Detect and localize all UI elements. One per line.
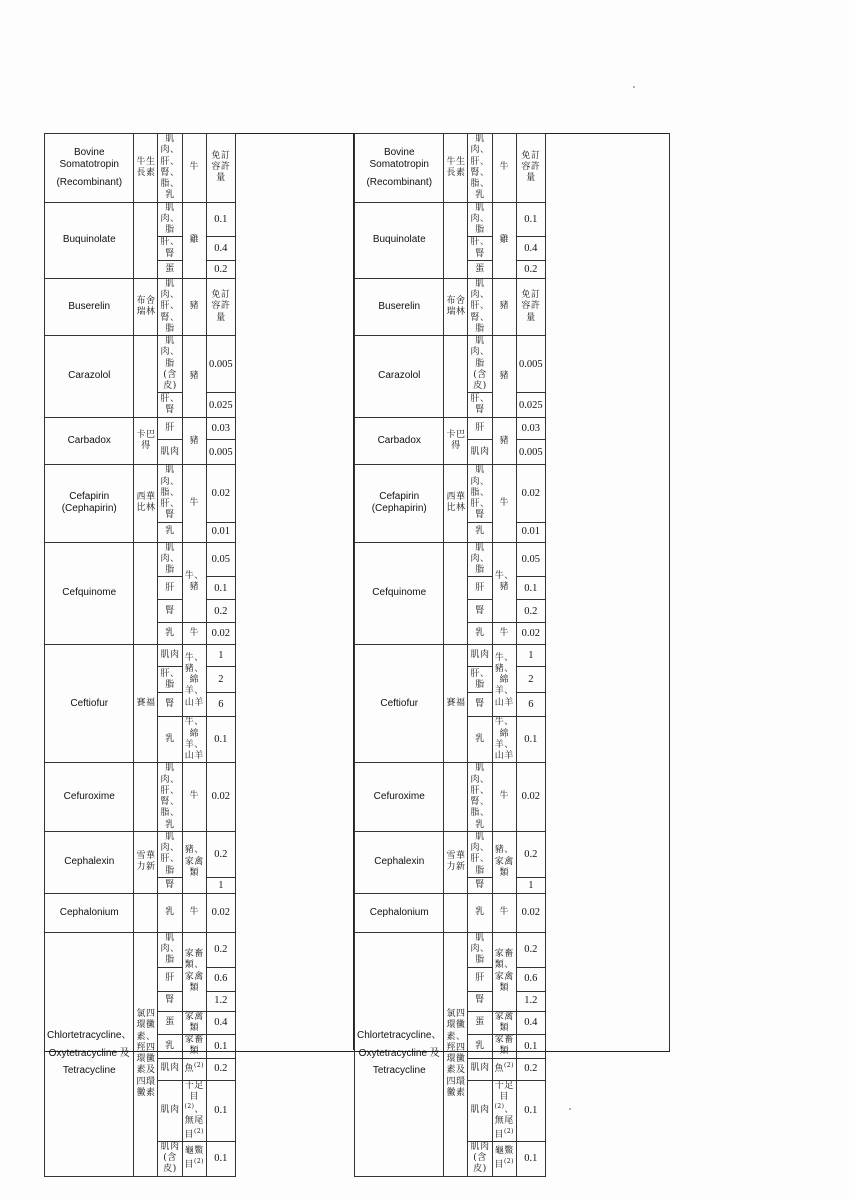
- tissue-cell: 肝、脂: [158, 667, 182, 693]
- drug-name-line: Chlortetracycline、: [357, 1030, 442, 1042]
- species-cell: 牛、綿羊、山羊: [492, 717, 517, 763]
- tissue-cell: 肌肉: [158, 440, 182, 465]
- limit-value-cell: 0.2: [517, 1058, 546, 1080]
- tissue-cell: 腎: [468, 600, 492, 623]
- tissue-cell: 肌肉(含皮): [468, 1141, 492, 1176]
- drug-name-line: (Recombinant): [366, 176, 433, 188]
- limit-value-cell: 0.1: [207, 1141, 236, 1176]
- tissue-cell: 肌肉: [468, 1058, 492, 1080]
- drug-name-line: Tetracycline: [62, 1065, 116, 1077]
- limit-value-cell: 0.1: [517, 202, 546, 237]
- limit-value-cell: 0.2: [517, 260, 546, 278]
- table-row: [45, 202, 236, 237]
- limit-value-cell: 0.005: [207, 440, 236, 465]
- chinese-name-cell: [134, 336, 158, 418]
- chinese-name-cell: 賽福: [134, 645, 158, 763]
- drug-name-cell: [45, 278, 134, 335]
- table-row: [45, 763, 236, 832]
- drug-name-cell: [355, 831, 444, 893]
- table-row: [355, 763, 546, 832]
- drug-name-line: Chlortetracycline、: [47, 1030, 132, 1042]
- limit-value-cell: 0.1: [517, 1080, 546, 1141]
- limit-value-cell: 2: [207, 667, 236, 693]
- limit-value-cell: 0.2: [207, 831, 236, 877]
- tissue-cell: 蛋: [468, 1011, 492, 1035]
- right-margin-column-line: [669, 133, 670, 1050]
- species-cell: 牛: [492, 465, 517, 542]
- species-cell: 豬: [492, 336, 517, 418]
- table-row: [45, 278, 236, 335]
- scan-speck: [569, 1108, 571, 1110]
- limit-value-cell: 1: [207, 877, 236, 893]
- drug-name-line: Bovine Somatotropin: [59, 146, 119, 170]
- limit-value-cell: 1: [207, 645, 236, 667]
- tissue-cell: 肌肉: [468, 1080, 492, 1141]
- limit-value-cell: 0.005: [517, 336, 546, 393]
- species-cell: 魚$^{(2)}$: [182, 1058, 207, 1080]
- drug-name-line: Cephalexin: [374, 856, 425, 867]
- table-row: [355, 645, 546, 667]
- drug-name-line: Cefapirin (Cephapirin): [371, 490, 427, 515]
- tissue-cell: 蛋: [158, 260, 182, 278]
- chinese-name-cell: [134, 542, 158, 645]
- species-cell: 豬: [182, 418, 207, 465]
- species-cell: 牛: [492, 763, 517, 832]
- drug-name-line: Carbadox: [377, 435, 421, 446]
- table-row: [45, 134, 236, 203]
- drug-name-cell: [45, 418, 134, 465]
- drug-name-cell: [45, 202, 134, 278]
- species-cell: 牛: [492, 893, 517, 932]
- tissue-cell: 肌肉、脂: [158, 542, 182, 577]
- scan-speck: [633, 86, 635, 88]
- species-cell: 牛、豬、綿羊、山羊: [182, 645, 207, 717]
- species-cell: 牛: [182, 623, 207, 645]
- chinese-name-cell: 氯四環黴素、羥四環黴素及四環黴素: [444, 932, 468, 1176]
- limit-value-cell: 0.03: [517, 418, 546, 440]
- limit-value-cell: 0.4: [517, 237, 546, 261]
- tissue-cell: 腎: [158, 991, 182, 1011]
- species-cell: 十足目$^{(2)}$、無尾目$^{(2)}$: [492, 1080, 517, 1141]
- drug-name-line: (Recombinant): [56, 176, 123, 188]
- limit-value-cell: 6: [517, 693, 546, 717]
- drug-name-cell: [355, 542, 444, 645]
- chinese-name-cell: 布舍瑞林: [444, 278, 468, 335]
- tissue-cell: 乳: [158, 623, 182, 645]
- drug-name-line: Buquinolate: [372, 233, 426, 245]
- species-cell: 魚$^{(2)}$: [492, 1058, 517, 1080]
- chinese-name-cell: [444, 202, 468, 278]
- chinese-name-cell: 卡巴得: [444, 418, 468, 465]
- limit-value-cell: 0.2: [207, 1058, 236, 1080]
- chinese-name-cell: 布舍瑞林: [134, 278, 158, 335]
- drug-name-cell: [355, 932, 444, 1176]
- drug-name-line: Bovine Somatotropin: [369, 146, 429, 170]
- species-cell: 牛: [182, 134, 207, 203]
- limit-value-cell: 0.6: [207, 967, 236, 991]
- drug-name-cell: [355, 763, 444, 832]
- limit-value-cell: 0.05: [517, 542, 546, 577]
- drug-name-cell: [45, 831, 134, 893]
- species-cell: 牛: [492, 623, 517, 645]
- drug-name-line: Buquinolate: [62, 233, 116, 245]
- drug-name-line: Buserelin: [378, 300, 421, 312]
- drug-name-line: Carazolol: [68, 370, 111, 382]
- drug-name-cell: [45, 645, 134, 763]
- species-cell: 家畜類、家禽類: [492, 932, 517, 1011]
- tissue-cell: 肌肉、肝、腎、脂、乳: [158, 763, 182, 832]
- limit-value-cell: 0.02: [517, 465, 546, 522]
- limit-value-cell: 0.2: [517, 932, 546, 967]
- species-cell: 牛: [492, 134, 517, 203]
- drug-name-cell: [355, 465, 444, 542]
- species-cell: 牛、豬: [182, 542, 207, 623]
- limit-value-cell: 0.01: [517, 522, 546, 542]
- limit-value-cell: 0.025: [207, 393, 236, 418]
- limit-value-cell: 0.02: [207, 623, 236, 645]
- limit-value-cell: 0.02: [207, 763, 236, 832]
- species-cell: 家禽類: [182, 1011, 207, 1035]
- drug-name-line: Carazolol: [378, 370, 421, 382]
- drug-name-line: Ceftiofur: [380, 697, 419, 709]
- limit-value-cell: 0.01: [207, 522, 236, 542]
- chinese-name-cell: 氯四環黴素、羥四環黴素及四環黴素: [134, 932, 158, 1176]
- drug-name-cell: [45, 465, 134, 542]
- tissue-cell: 乳: [158, 893, 182, 932]
- species-cell: 龜鱉目$^{(2)}$: [182, 1141, 207, 1176]
- tissue-cell: 肌肉、肝、腎、脂、乳: [468, 763, 492, 832]
- limit-value-cell: 0.005: [207, 336, 236, 393]
- limit-value-cell: 1.2: [207, 991, 236, 1011]
- table-row: [45, 542, 236, 577]
- limit-value-cell: 0.2: [517, 831, 546, 877]
- tissue-cell: 蛋: [158, 1011, 182, 1035]
- drug-name-cell: [355, 645, 444, 763]
- species-cell: 家畜類: [492, 1035, 517, 1059]
- tissue-cell: 肝、腎: [158, 393, 182, 418]
- chinese-name-cell: 雪華力新: [444, 831, 468, 893]
- species-cell: 龜鱉目$^{(2)}$: [492, 1141, 517, 1176]
- species-cell: 牛、綿羊、山羊: [182, 717, 207, 763]
- chinese-name-cell: [134, 202, 158, 278]
- drug-name-cell: [45, 763, 134, 832]
- drug-name-line: Tetracycline: [372, 1065, 426, 1077]
- tissue-cell: 乳: [468, 717, 492, 763]
- limit-value-cell: 0.1: [207, 717, 236, 763]
- tissue-cell: 乳: [158, 717, 182, 763]
- limit-value-cell: 0.05: [207, 542, 236, 577]
- limit-value-cell: 0.005: [517, 440, 546, 465]
- mrl-table: [354, 133, 546, 1177]
- table-row: [355, 336, 546, 393]
- limit-value-cell: 0.1: [207, 1035, 236, 1059]
- tissue-cell: 肝: [158, 577, 182, 600]
- drug-name-cell: [355, 336, 444, 418]
- drug-name-cell: [355, 202, 444, 278]
- table-row: [355, 893, 546, 932]
- drug-name-line: Cephalonium: [59, 906, 119, 918]
- tissue-cell: 肌肉、脂: [158, 202, 182, 237]
- limit-value-cell: 2: [517, 667, 546, 693]
- chinese-name-cell: 賽福: [444, 645, 468, 763]
- drug-name-line: Oxytetracycline 及: [48, 1047, 130, 1059]
- chinese-name-cell: 卡巴得: [134, 418, 158, 465]
- tissue-cell: 肌肉: [158, 645, 182, 667]
- drug-name-line: Buserelin: [68, 300, 111, 312]
- drug-name-cell: [355, 893, 444, 932]
- tissue-cell: 肌肉: [158, 1080, 182, 1141]
- drug-name-line: Oxytetracycline 及: [358, 1047, 440, 1059]
- tissue-cell: 肌肉、肝、脂: [468, 831, 492, 877]
- limit-value-cell: 1: [517, 645, 546, 667]
- tissue-cell: 肝、腎: [158, 237, 182, 261]
- limit-value-cell: 0.6: [517, 967, 546, 991]
- tissue-cell: 肝、腎: [468, 237, 492, 261]
- drug-name-line: Cephalexin: [64, 856, 115, 867]
- table-row: [355, 542, 546, 577]
- species-cell: 牛: [182, 465, 207, 542]
- tissue-cell: 肌肉: [158, 1058, 182, 1080]
- table-row: [45, 932, 236, 967]
- drug-name-line: Cefapirin (Cephapirin): [61, 490, 117, 515]
- limit-value-cell: 0.025: [517, 393, 546, 418]
- limit-value-cell: 0.02: [207, 893, 236, 932]
- limit-value-cell: 0.4: [207, 237, 236, 261]
- table-row: [355, 418, 546, 440]
- drug-name-cell: [45, 893, 134, 932]
- drug-name-cell: [45, 542, 134, 645]
- limit-value-cell: 0.1: [517, 577, 546, 600]
- species-cell: 豬、家禽類: [182, 831, 207, 893]
- tissue-cell: 肝: [468, 418, 492, 440]
- drug-name-line: Carbadox: [67, 435, 111, 446]
- tissue-cell: 肌肉、肝、腎、脂、乳: [468, 134, 492, 203]
- tissue-cell: 肌肉、脂(含皮): [158, 336, 182, 393]
- drug-name-cell: [355, 418, 444, 465]
- tissue-cell: 乳: [158, 1035, 182, 1059]
- tissue-cell: 肝: [468, 577, 492, 600]
- chinese-name-cell: [444, 763, 468, 832]
- table-row: [355, 278, 546, 335]
- tissue-cell: 乳: [468, 522, 492, 542]
- drug-name-line: Ceftiofur: [70, 697, 109, 709]
- drug-name-line: Cefquinome: [62, 587, 117, 599]
- species-cell: 雞: [182, 202, 207, 278]
- limit-value-cell: 0.2: [207, 600, 236, 623]
- drug-name-cell: [355, 134, 444, 203]
- drug-name-cell: [355, 278, 444, 335]
- species-cell: 豬、家禽類: [492, 831, 517, 893]
- tissue-cell: 肌肉、肝、腎、脂、乳: [158, 134, 182, 203]
- limit-value-cell: 0.02: [517, 763, 546, 832]
- table-row: [355, 932, 546, 967]
- limit-value-cell: 0.2: [207, 260, 236, 278]
- tissue-cell: 乳: [468, 893, 492, 932]
- limit-value-cell: 0.02: [517, 893, 546, 932]
- table-row: [355, 202, 546, 237]
- drug-name-cell: [45, 134, 134, 203]
- species-cell: 牛: [182, 763, 207, 832]
- species-cell: 豬: [182, 336, 207, 418]
- mrl-table: [44, 133, 236, 1177]
- species-cell: 牛: [182, 893, 207, 932]
- table-row: [355, 831, 546, 877]
- tissue-cell: 肌肉、脂: [468, 932, 492, 967]
- chinese-name-cell: [444, 893, 468, 932]
- tissue-cell: 腎: [468, 991, 492, 1011]
- limit-value-cell: 0.03: [207, 418, 236, 440]
- limit-value-cell: 0.1: [207, 1080, 236, 1141]
- tissue-cell: 肌肉(含皮): [158, 1141, 182, 1176]
- tissue-cell: 肌肉、肝、腎、脂: [158, 278, 182, 335]
- tissue-cell: 蛋: [468, 260, 492, 278]
- tissue-cell: 肌肉、肝、腎、脂: [468, 278, 492, 335]
- species-cell: 家禽類: [492, 1011, 517, 1035]
- tissue-cell: 腎: [158, 877, 182, 893]
- limit-value-cell: 0.1: [517, 717, 546, 763]
- limit-value-cell: 0.2: [517, 600, 546, 623]
- tissue-cell: 肌肉、脂、肝、腎: [468, 465, 492, 522]
- tissue-cell: 肝、脂: [468, 667, 492, 693]
- species-cell: 十足目$^{(2)}$、無尾目$^{(2)}$: [182, 1080, 207, 1141]
- species-cell: 豬: [492, 418, 517, 465]
- table-row: [45, 336, 236, 393]
- table-row: [45, 465, 236, 522]
- species-cell: 牛、豬: [492, 542, 517, 623]
- limit-value-cell: 免訂容許量: [517, 278, 546, 335]
- limit-value-cell: 0.2: [207, 932, 236, 967]
- tissue-cell: 腎: [158, 693, 182, 717]
- tissue-cell: 乳: [468, 1035, 492, 1059]
- drug-name-line: Cefquinome: [372, 587, 427, 599]
- chinese-name-cell: [134, 763, 158, 832]
- limit-value-cell: 0.02: [517, 623, 546, 645]
- tissue-cell: 肌肉、脂: [468, 542, 492, 577]
- limit-value-cell: 0.4: [517, 1011, 546, 1035]
- tissue-cell: 肌肉、肝、脂: [158, 831, 182, 877]
- drug-name-line: Cefuroxime: [373, 790, 425, 802]
- limit-value-cell: 0.1: [517, 1035, 546, 1059]
- tissue-cell: 乳: [158, 522, 182, 542]
- drug-name-cell: [45, 932, 134, 1176]
- tissue-cell: 腎: [158, 600, 182, 623]
- limit-value-cell: 0.1: [207, 577, 236, 600]
- tissue-cell: 肌肉: [468, 440, 492, 465]
- tissue-cell: 肌肉、脂: [468, 202, 492, 237]
- species-cell: 雞: [492, 202, 517, 278]
- chinese-name-cell: [134, 893, 158, 932]
- chinese-name-cell: 西華比林: [134, 465, 158, 542]
- limit-value-cell: 免訂容許量: [517, 134, 546, 203]
- tissue-cell: 腎: [468, 693, 492, 717]
- table-row: [45, 645, 236, 667]
- chinese-name-cell: 牛生長素: [444, 134, 468, 203]
- table-row: [355, 134, 546, 203]
- limit-value-cell: 0.1: [207, 202, 236, 237]
- drug-name-line: Cephalonium: [369, 906, 429, 918]
- species-cell: 家畜類、家禽類: [182, 932, 207, 1011]
- tissue-cell: 肌肉、脂(含皮): [468, 336, 492, 393]
- drug-name-line: Cefuroxime: [63, 790, 115, 802]
- species-cell: 豬: [182, 278, 207, 335]
- limit-value-cell: 6: [207, 693, 236, 717]
- chinese-name-cell: [444, 336, 468, 418]
- tissue-cell: 肌肉、脂、肝、腎: [158, 465, 182, 522]
- limit-value-cell: 1: [517, 877, 546, 893]
- tissue-cell: 肝、腎: [468, 393, 492, 418]
- tissue-cell: 乳: [468, 623, 492, 645]
- tissue-cell: 肌肉、脂: [158, 932, 182, 967]
- tissue-cell: 肝: [468, 967, 492, 991]
- limit-value-cell: 0.4: [207, 1011, 236, 1035]
- table-row: [45, 418, 236, 440]
- limit-value-cell: 0.02: [207, 465, 236, 522]
- species-cell: 豬: [492, 278, 517, 335]
- chinese-name-cell: 雪華力新: [134, 831, 158, 893]
- table-row: [45, 893, 236, 932]
- tissue-cell: 肝: [158, 418, 182, 440]
- species-cell: 家畜類: [182, 1035, 207, 1059]
- tissue-cell: 腎: [468, 877, 492, 893]
- drug-name-cell: [45, 336, 134, 418]
- limit-value-cell: 免訂容許量: [207, 278, 236, 335]
- chinese-name-cell: [444, 542, 468, 645]
- limit-value-cell: 1.2: [517, 991, 546, 1011]
- tissue-cell: 肝: [158, 967, 182, 991]
- table-row: [355, 465, 546, 522]
- species-cell: 牛、豬、綿羊、山羊: [492, 645, 517, 717]
- chinese-name-cell: 牛生長素: [134, 134, 158, 203]
- limit-value-cell: 0.1: [517, 1141, 546, 1176]
- limit-value-cell: 免訂容許量: [207, 134, 236, 203]
- tissue-cell: 肌肉: [468, 645, 492, 667]
- chinese-name-cell: 西華比林: [444, 465, 468, 542]
- table-row: [45, 831, 236, 877]
